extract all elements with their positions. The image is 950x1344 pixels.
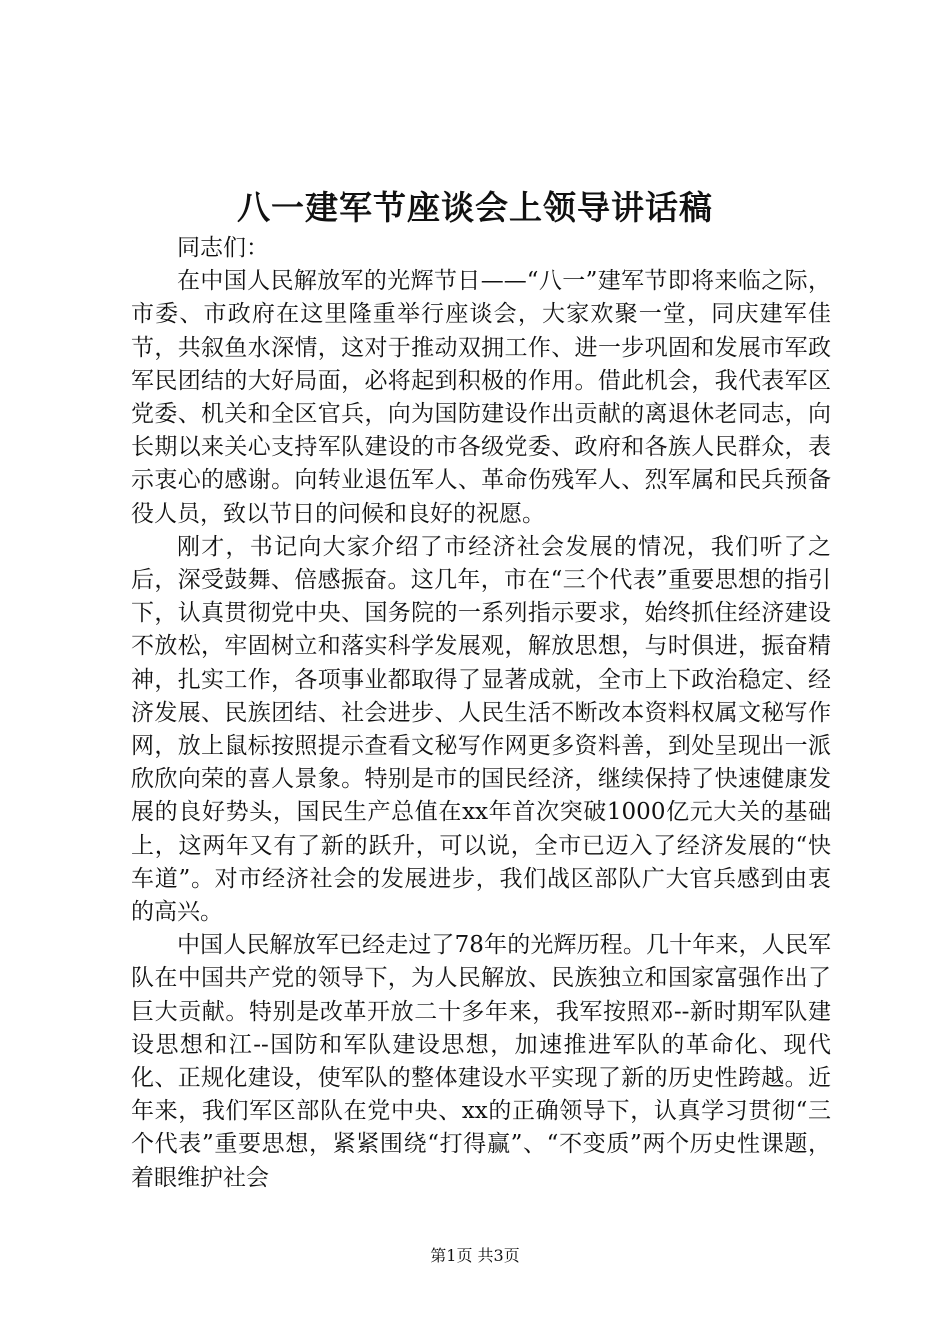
page-number-footer: 第1页 共3页 — [430, 1246, 520, 1265]
paragraph-2: 刚才，书记向大家介绍了市经济社会发展的情况，我们听了之后，深受鼓舞、倍感振奋。这几年，市在“三个代表”重要思想的指引下，认真贯彻党中央、国务院的一系列指示要求，始终抓住经济建设不放松，牢固树立和落实科学发展观，解放思想，与时俱进，振奋精神，扎实工作，各项事业都取得了显著成就，全市上下政治稳定、经济发展、民族团结、社会进步、人民生活不断改本资料权属文秘写作网，放上鼠标按照提示查看文秘写作网更多资料善，到处呈现出一派欣欣向荣的喜人景象。特别是市的国民经济，继续保持了快速健康发展的良好势头，国民生产总值在xx年首次突破1000亿元大关的基础上，这两年又有了新的跃升，可以说，全市已迈入了经济发展的“快车道”。对市经济社会的发展进步，我们战区部队广大官兵感到由衷的高兴。 — [131, 533, 831, 926]
document-body — [131, 232, 831, 1195]
document-title: 八一建军节座谈会上领导讲话稿 — [237, 188, 713, 227]
paragraph-1: 在中国人民解放军的光辉节日——“八一”建军节即将来临之际，市委、市政府在这里隆重举行座谈会，大家欢聚一堂，同庆建军佳节，共叙鱼水深情，这对于推动双拥工作、进一步巩固和发展市军政军民团结的大好局面，必将起到积极的作用。借此机会，我代表军区党委、机关和全区官兵，向为国防建设作出贡献的离退休老同志，向长期以来关心支持军队建设的市各级党委、政府和各族人民群众，表示衷心的感谢。向转业退伍军人、革命伤残军人、烈军属和民兵预备役人员，致以节日的问候和良好的祝愿。 — [131, 268, 831, 527]
salutation: 同志们： — [177, 235, 269, 261]
paragraph-3: 中国人民解放军已经走过了78年的光辉历程。几十年来，人民军队在中国共产党的领导下，为人民解放、民族独立和国家富强作出了巨大贡献。特别是改革开放二十多年来，我军按照邓--新时期军队建设思想和江--国防和军队建设思想，加速推进军队的革命化、现代化、正规化建设，使军队的整体建设水平实现了新的历史性跨越。近年来，我们军区部队在党中央、xx的正确领导下，认真学习贯彻“三个代表”重要思想，紧紧围绕“打得赢”、“不变质”两个历史性课题，着眼维护社会 — [131, 932, 831, 1191]
